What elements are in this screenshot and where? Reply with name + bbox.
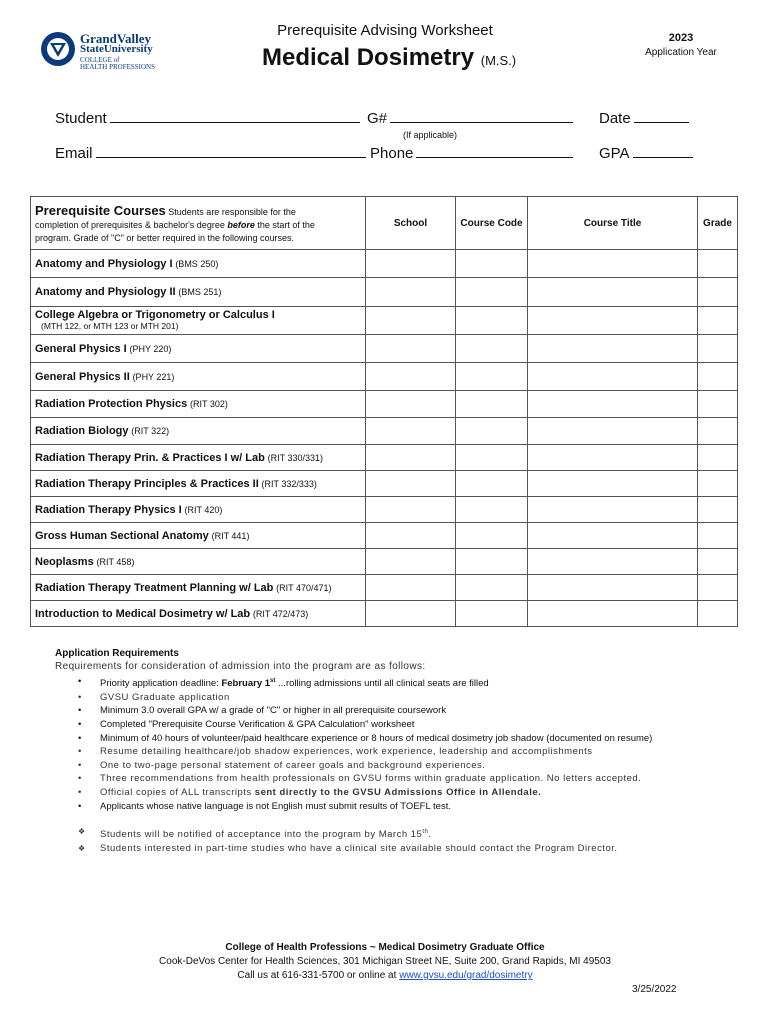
email-label: Email	[55, 145, 93, 162]
footer-contact: Call us at 616-331-5700 or online at www.gvsu.edu/grad/dosimetry	[237, 970, 533, 981]
grade-cell[interactable]	[698, 418, 738, 445]
course-name-cell: Anatomy and Physiology I (BMS 250)	[31, 250, 366, 278]
grade-cell[interactable]	[698, 335, 738, 363]
course-code-cell[interactable]	[456, 363, 528, 391]
g-number-label: G#	[367, 110, 388, 127]
school-cell[interactable]	[366, 471, 456, 497]
table-row	[31, 363, 738, 391]
col-grade: Grade	[698, 197, 738, 250]
course-code-cell[interactable]	[456, 391, 528, 418]
table-header-row	[31, 197, 738, 250]
course-name-cell: Radiation Therapy Treatment Planning w/ Lab (RIT 470/471)	[31, 575, 366, 601]
grade-cell[interactable]	[698, 445, 738, 471]
course-name-cell: Radiation Therapy Physics I (RIT 420)	[31, 497, 366, 523]
school-cell[interactable]	[366, 549, 456, 575]
list-item: • One to two-page personal statement of career goals and background experiences.	[78, 759, 652, 773]
document-subtitle: Prerequisite Advising Worksheet	[277, 22, 493, 39]
gpa-field[interactable]	[599, 145, 693, 162]
notes-list	[78, 825, 618, 856]
grade-cell[interactable]	[698, 575, 738, 601]
course-name-cell: Introduction to Medical Dosimetry w/ Lab (RIT 472/473)	[31, 601, 366, 627]
email-field[interactable]	[55, 145, 366, 162]
table-row	[31, 497, 738, 523]
school-cell[interactable]	[366, 335, 456, 363]
course-code-cell[interactable]	[456, 335, 528, 363]
course-code-cell[interactable]	[456, 250, 528, 278]
course-name-cell: Radiation Protection Physics (RIT 302)	[31, 391, 366, 418]
list-item: • Resume detailing healthcare/job shadow experiences, work experience, leadership and accomplishments	[78, 745, 652, 759]
table-row	[31, 471, 738, 497]
title-text: Medical Dosimetry	[262, 44, 475, 71]
website-link[interactable]: www.gvsu.edu/grad/dosimetry	[399, 970, 533, 981]
footer-office: College of Health Professions ~ Medical Dosimetry Graduate Office	[225, 942, 545, 953]
course-name-cell: Radiation Biology (RIT 322)	[31, 418, 366, 445]
phone-field[interactable]	[370, 145, 573, 162]
degree-text: (M.S.)	[480, 53, 517, 68]
course-name-cell: General Physics II (PHY 221)	[31, 363, 366, 391]
course-code-cell[interactable]	[456, 497, 528, 523]
prereq-desc1: Students are responsible for the	[165, 207, 296, 217]
course-title-cell[interactable]	[528, 250, 698, 278]
grade-cell[interactable]	[698, 363, 738, 391]
col-course-code: Course Code	[456, 197, 528, 250]
requirements-heading: Application Requirements	[55, 648, 179, 659]
prereq-desc4: program. Grade of "C" or better required in the following courses.	[35, 233, 295, 243]
school-cell[interactable]	[366, 418, 456, 445]
course-code-cell[interactable]	[456, 445, 528, 471]
course-title-cell[interactable]	[528, 601, 698, 627]
table-row	[31, 549, 738, 575]
course-title-cell[interactable]	[528, 391, 698, 418]
prereq-desc3: the start of the	[254, 220, 315, 230]
grade-cell[interactable]	[698, 523, 738, 549]
course-name-cell: Radiation Therapy Prin. & Practices I w/ Lab (RIT 330/331)	[31, 445, 366, 471]
school-cell[interactable]	[366, 523, 456, 549]
revision-date: 3/25/2022	[632, 984, 677, 995]
school-cell[interactable]	[366, 497, 456, 523]
phone-line[interactable]	[416, 145, 573, 158]
g-number-line[interactable]	[390, 110, 573, 123]
course-name-cell: General Physics I (PHY 220)	[31, 335, 366, 363]
email-line[interactable]	[96, 145, 366, 158]
logo-line1: GrandValley	[80, 31, 152, 46]
list-item: • GVSU Graduate application	[78, 691, 652, 705]
list-item: • Official copies of ALL transcripts sent directly to the GVSU Admissions Office in Allendale.	[78, 786, 652, 800]
course-code-cell[interactable]	[456, 307, 528, 335]
course-title-cell[interactable]	[528, 471, 698, 497]
course-title-cell[interactable]	[528, 549, 698, 575]
school-cell[interactable]	[366, 575, 456, 601]
date-field[interactable]	[599, 110, 689, 127]
grade-cell[interactable]	[698, 471, 738, 497]
course-name-cell: Neoplasms (RIT 458)	[31, 549, 366, 575]
table-row	[31, 250, 738, 278]
table-row	[31, 601, 738, 627]
col-course-title: Course Title	[528, 197, 698, 250]
document-title	[262, 44, 516, 72]
course-title-cell[interactable]	[528, 445, 698, 471]
table-row	[31, 523, 738, 549]
prereq-header	[31, 197, 366, 250]
prereq-desc2: completion of prerequisites & bachelor's degree	[35, 220, 228, 230]
list-item: • Priority application deadline: February 1st ...rolling admissions until all clinical seats are filled	[78, 675, 652, 691]
course-title-cell[interactable]	[528, 363, 698, 391]
list-item: • Minimum of 40 hours of volunteer/paid healthcare experience or 8 hours of medical dosimetry job shadow (documented on resume)	[78, 732, 652, 746]
student-field[interactable]	[55, 110, 360, 127]
table-row	[31, 575, 738, 601]
student-label: Student	[55, 110, 107, 127]
course-name-cell: Gross Human Sectional Anatomy (RIT 441)	[31, 523, 366, 549]
course-code-cell[interactable]	[456, 471, 528, 497]
gpa-label: GPA	[599, 145, 630, 162]
course-code-cell[interactable]	[456, 523, 528, 549]
requirements-intro: Requirements for consideration of admission into the program are as follows:	[55, 661, 426, 672]
col-school: School	[366, 197, 456, 250]
course-title-cell[interactable]	[528, 418, 698, 445]
list-item: • Applicants whose native language is not English must submit results of TOEFL test.	[78, 800, 652, 814]
school-cell[interactable]	[366, 391, 456, 418]
footer	[0, 941, 770, 983]
list-item: ❖ Students will be notified of acceptance into the program by March 15th.	[78, 825, 618, 842]
year-value: 2023	[668, 32, 694, 44]
grade-cell[interactable]	[698, 250, 738, 278]
course-title-cell[interactable]	[528, 523, 698, 549]
table-row	[31, 445, 738, 471]
table-row	[31, 278, 738, 307]
list-item: • Completed "Prerequisite Course Verification & GPA Calculation" worksheet	[78, 718, 652, 732]
course-title-cell[interactable]	[528, 335, 698, 363]
grade-cell[interactable]	[698, 391, 738, 418]
course-title-cell[interactable]	[528, 497, 698, 523]
course-code-cell[interactable]	[456, 601, 528, 627]
gpa-line[interactable]	[633, 145, 693, 158]
date-line[interactable]	[634, 110, 689, 123]
prerequisite-table	[30, 196, 738, 627]
phone-label: Phone	[370, 145, 414, 162]
course-code-cell[interactable]	[456, 549, 528, 575]
year-label: Application Year	[645, 47, 717, 58]
course-title-cell[interactable]	[528, 307, 698, 335]
school-cell[interactable]	[366, 307, 456, 335]
grade-cell[interactable]	[698, 497, 738, 523]
g-number-field[interactable]	[367, 110, 573, 127]
grade-cell[interactable]	[698, 601, 738, 627]
table-row	[31, 418, 738, 445]
school-cell[interactable]	[366, 250, 456, 278]
list-item: • Minimum 3.0 overall GPA w/ a grade of "C" or higher in all prerequisite coursework	[78, 704, 652, 718]
course-code-cell[interactable]	[456, 418, 528, 445]
requirements-list	[78, 675, 652, 813]
course-name-cell: Anatomy and Physiology II (BMS 251)	[31, 278, 366, 307]
course-title-cell[interactable]	[528, 575, 698, 601]
school-cell[interactable]	[366, 278, 456, 307]
logo-line4: HEALTH PROFESSIONS	[80, 63, 156, 71]
school-cell[interactable]	[366, 445, 456, 471]
grade-cell[interactable]	[698, 278, 738, 307]
table-row	[31, 307, 738, 335]
course-name-cell: College Algebra or Trigonometry or Calculus I (MTH 122, or MTH 123 or MTH 201)	[31, 307, 366, 335]
table-row	[31, 391, 738, 418]
prereq-title: Prerequisite Courses	[35, 203, 166, 218]
logo-line2: StateUniversity	[80, 43, 153, 55]
grade-cell[interactable]	[698, 307, 738, 335]
course-code-cell[interactable]	[456, 278, 528, 307]
application-year	[636, 32, 726, 58]
logo-line3: COLLEGE of	[80, 56, 120, 64]
school-cell[interactable]	[366, 601, 456, 627]
footer-address: Cook-DeVos Center for Health Sciences, 301 Michigan Street NE, Suite 200, Grand Rapids, MI 49503	[159, 956, 611, 967]
school-cell[interactable]	[366, 363, 456, 391]
date-label: Date	[599, 110, 631, 127]
list-item: • Three recommendations from health professionals on GVSU forms within graduate application. No letters accepted.	[78, 772, 652, 786]
table-row	[31, 335, 738, 363]
prereq-desc-em: before	[227, 220, 255, 230]
student-line[interactable]	[110, 110, 360, 123]
grade-cell[interactable]	[698, 549, 738, 575]
course-code-cell[interactable]	[456, 575, 528, 601]
list-item: ❖ Students interested in part-time studies who have a clinical site available should contact the Program Director.	[78, 842, 618, 856]
course-name-cell: Radiation Therapy Principles & Practices II (RIT 332/333)	[31, 471, 366, 497]
course-title-cell[interactable]	[528, 278, 698, 307]
g-number-note: (If applicable)	[403, 130, 458, 140]
